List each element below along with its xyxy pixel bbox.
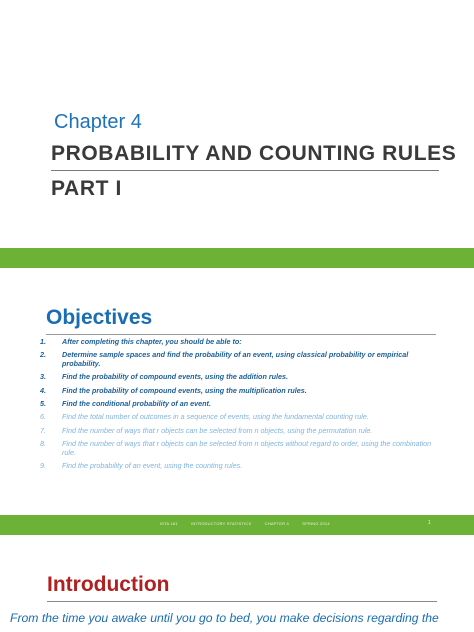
objective-text: Find the number of ways that r objects can be selected from n objects, using the permutation rule. <box>62 425 373 435</box>
title-divider <box>51 170 439 171</box>
introduction-text: From the time you awake until you go to bed, you make decisions regarding the <box>10 611 439 625</box>
objectives-list <box>40 338 440 475</box>
objective-number: 9. <box>40 461 46 471</box>
objective-number: 2. <box>40 350 46 360</box>
objective-item <box>40 338 440 346</box>
chapter-label: Chapter 4 <box>54 111 142 133</box>
objective-number: 5. <box>40 399 46 409</box>
objective-text: Find the number of ways that r objects can be selected from n objects without regard to order, using the combination rule. <box>62 439 432 457</box>
objective-number: 7. <box>40 425 46 435</box>
objective-item <box>40 400 440 408</box>
footer-chapter: CHAPTER 4 <box>264 521 289 526</box>
introduction-heading: Introduction <box>47 573 170 596</box>
objective-item <box>40 373 440 381</box>
footer-term: SPRING 2014 <box>302 521 330 526</box>
objective-text: Determine sample spaces and find the probability of an event, using classical probability or empirical probability. <box>62 350 409 368</box>
objective-text: After completing this chapter, you should be able to: <box>62 337 242 346</box>
objective-text: Find the conditional probability of an event. <box>62 399 211 409</box>
objective-number: 4. <box>40 385 46 395</box>
objective-text: Find the total number of outcomes in a sequence of events, using the fundamental counting rule. <box>62 412 369 422</box>
slide-title-line-1: PROBABILITY AND COUNTING RULES <box>51 142 457 165</box>
objective-item <box>40 351 440 368</box>
objective-text: Find the probability of compound events, using the multiplication rules. <box>62 385 307 395</box>
footer-subject: INTRODUCTORY STATISTICS <box>191 521 252 526</box>
objective-item <box>40 413 440 421</box>
objective-number: 1. <box>40 337 46 346</box>
objective-text: Find the probability of compound events, using the addition rules. <box>62 372 289 382</box>
page-number: 1 <box>428 520 431 526</box>
objective-item <box>40 387 440 395</box>
objectives-divider <box>46 334 436 335</box>
objective-text: Find the probability of an event, using the counting rules. <box>62 461 243 471</box>
objective-item <box>40 462 440 470</box>
objective-item <box>40 440 440 457</box>
footer-course: ISTA 161 <box>160 521 178 526</box>
title-slide <box>0 0 474 268</box>
objective-number: 8. <box>40 439 46 449</box>
slide-title-line-2: PART I <box>51 177 122 200</box>
objective-item <box>40 427 440 435</box>
slide-footer-text <box>160 521 342 526</box>
objectives-heading: Objectives <box>46 306 153 329</box>
objective-number: 3. <box>40 372 46 382</box>
introduction-divider <box>47 601 437 602</box>
slide-separator-band <box>0 248 474 268</box>
objective-number: 6. <box>40 412 46 422</box>
